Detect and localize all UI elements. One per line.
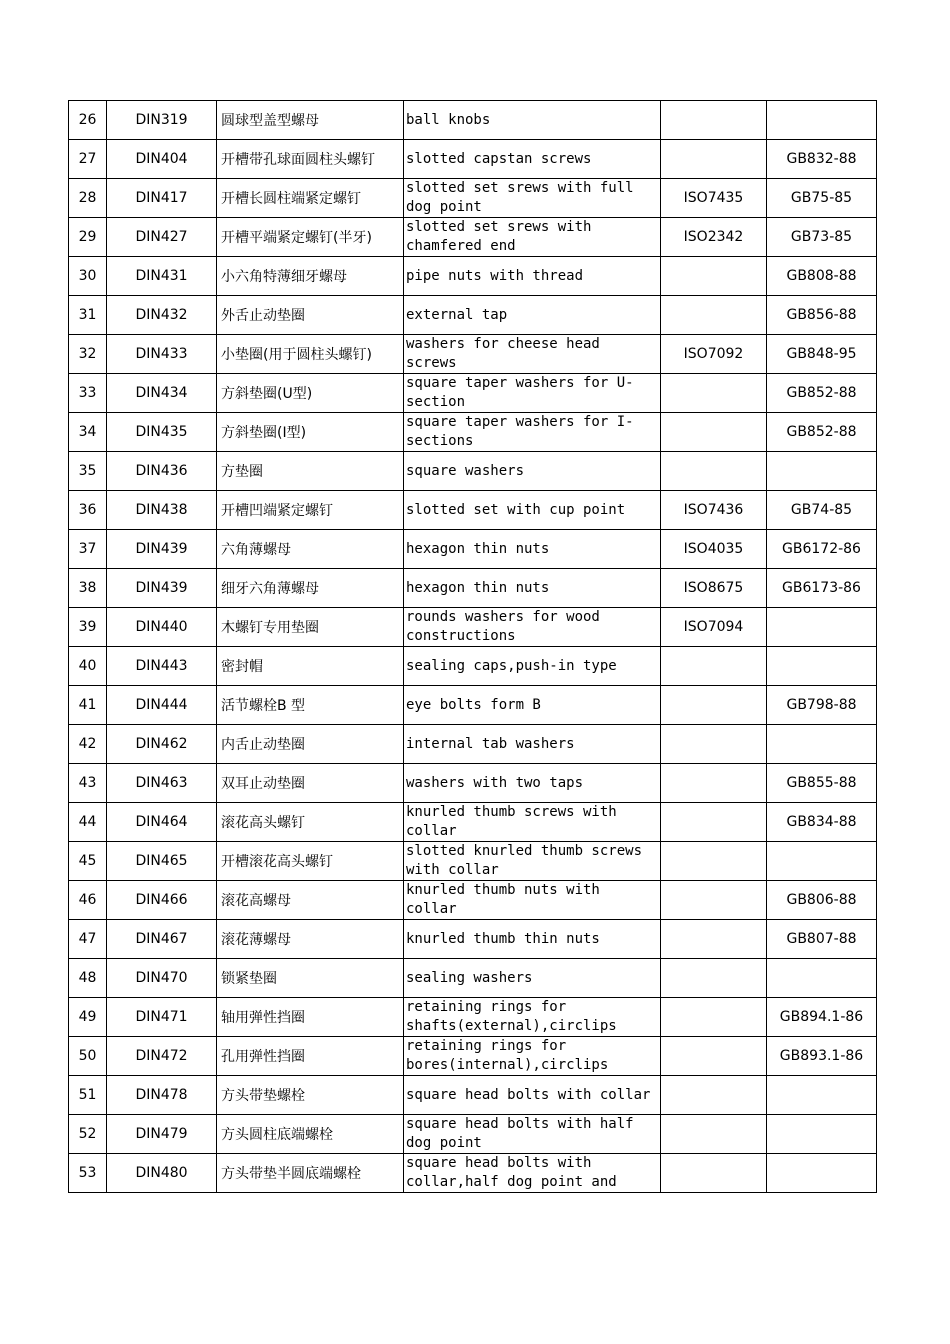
din-standard: DIN464 — [107, 803, 217, 842]
table-row — [69, 608, 877, 647]
english-name: square head bolts with collar,half dog point and — [404, 1154, 661, 1193]
chinese-name: 方头带垫螺栓 — [217, 1076, 404, 1115]
din-standard: DIN467 — [107, 920, 217, 959]
table-row — [69, 647, 877, 686]
table-row — [69, 452, 877, 491]
din-standard: DIN465 — [107, 842, 217, 881]
row-number: 29 — [69, 218, 107, 257]
english-name: slotted set srews with chamfered end — [404, 218, 661, 257]
row-number: 32 — [69, 335, 107, 374]
gb-standard: GB894.1-86 — [767, 998, 877, 1037]
chinese-name: 孔用弹性挡圈 — [217, 1037, 404, 1076]
row-number: 42 — [69, 725, 107, 764]
gb-standard: GB73-85 — [767, 218, 877, 257]
row-number: 46 — [69, 881, 107, 920]
chinese-name: 小六角特薄细牙螺母 — [217, 257, 404, 296]
english-name: square head bolts with collar — [404, 1076, 661, 1115]
iso-standard — [661, 452, 767, 491]
din-standard: DIN444 — [107, 686, 217, 725]
din-standard: DIN463 — [107, 764, 217, 803]
row-number: 28 — [69, 179, 107, 218]
table-row — [69, 1037, 877, 1076]
chinese-name: 开槽带孔球面圆柱头螺钉 — [217, 140, 404, 179]
iso-standard — [661, 413, 767, 452]
gb-standard — [767, 1076, 877, 1115]
row-number: 26 — [69, 101, 107, 140]
iso-standard — [661, 257, 767, 296]
din-standard: DIN435 — [107, 413, 217, 452]
english-name: sealing washers — [404, 959, 661, 998]
din-standard: DIN319 — [107, 101, 217, 140]
chinese-name: 滚花高头螺钉 — [217, 803, 404, 842]
english-name: hexagon thin nuts — [404, 569, 661, 608]
table-row — [69, 686, 877, 725]
chinese-name: 方斜垫圈(I型) — [217, 413, 404, 452]
gb-standard: GB807-88 — [767, 920, 877, 959]
iso-standard — [661, 842, 767, 881]
english-name: eye bolts form B — [404, 686, 661, 725]
iso-standard — [661, 647, 767, 686]
chinese-name: 方垫圈 — [217, 452, 404, 491]
gb-standard: GB808-88 — [767, 257, 877, 296]
english-name: pipe nuts with thread — [404, 257, 661, 296]
din-standard: DIN440 — [107, 608, 217, 647]
din-standard: DIN443 — [107, 647, 217, 686]
gb-standard: GB852-88 — [767, 374, 877, 413]
din-standard: DIN439 — [107, 569, 217, 608]
chinese-name: 木螺钉专用垫圈 — [217, 608, 404, 647]
english-name: square washers — [404, 452, 661, 491]
row-number: 53 — [69, 1154, 107, 1193]
chinese-name: 内舌止动垫圈 — [217, 725, 404, 764]
table-row — [69, 530, 877, 569]
chinese-name: 方斜垫圈(U型) — [217, 374, 404, 413]
row-number: 33 — [69, 374, 107, 413]
gb-standard: GB6172-86 — [767, 530, 877, 569]
iso-standard: ISO7436 — [661, 491, 767, 530]
table-row — [69, 725, 877, 764]
iso-standard — [661, 764, 767, 803]
row-number: 45 — [69, 842, 107, 881]
english-name: slotted knurled thumb screws with collar — [404, 842, 661, 881]
table-row — [69, 842, 877, 881]
din-standard: DIN466 — [107, 881, 217, 920]
gb-standard — [767, 959, 877, 998]
chinese-name: 开槽滚花高头螺钉 — [217, 842, 404, 881]
table-row — [69, 218, 877, 257]
chinese-name: 活节螺栓B 型 — [217, 686, 404, 725]
gb-standard — [767, 452, 877, 491]
iso-standard: ISO7435 — [661, 179, 767, 218]
gb-standard: GB856-88 — [767, 296, 877, 335]
table-row — [69, 140, 877, 179]
table-row — [69, 1115, 877, 1154]
chinese-name: 外舌止动垫圈 — [217, 296, 404, 335]
table-row — [69, 1076, 877, 1115]
english-name: hexagon thin nuts — [404, 530, 661, 569]
iso-standard — [661, 1115, 767, 1154]
english-name: slotted capstan screws — [404, 140, 661, 179]
chinese-name: 六角薄螺母 — [217, 530, 404, 569]
row-number: 44 — [69, 803, 107, 842]
table-row — [69, 569, 877, 608]
gb-standard: GB74-85 — [767, 491, 877, 530]
din-standard: DIN462 — [107, 725, 217, 764]
row-number: 30 — [69, 257, 107, 296]
english-name: knurled thumb screws with collar — [404, 803, 661, 842]
gb-standard: GB6173-86 — [767, 569, 877, 608]
table-row — [69, 959, 877, 998]
iso-standard — [661, 959, 767, 998]
table-row — [69, 491, 877, 530]
din-standard: DIN434 — [107, 374, 217, 413]
english-name: washers with two taps — [404, 764, 661, 803]
din-standard: DIN478 — [107, 1076, 217, 1115]
chinese-name: 轴用弹性挡圈 — [217, 998, 404, 1037]
table-row — [69, 764, 877, 803]
table-row — [69, 881, 877, 920]
chinese-name: 锁紧垫圈 — [217, 959, 404, 998]
iso-standard — [661, 1076, 767, 1115]
row-number: 50 — [69, 1037, 107, 1076]
din-standard: DIN439 — [107, 530, 217, 569]
iso-standard — [661, 803, 767, 842]
gb-standard: GB75-85 — [767, 179, 877, 218]
table-row — [69, 413, 877, 452]
iso-standard — [661, 296, 767, 335]
table-row — [69, 803, 877, 842]
row-number: 49 — [69, 998, 107, 1037]
row-number: 52 — [69, 1115, 107, 1154]
din-standard: DIN427 — [107, 218, 217, 257]
row-number: 31 — [69, 296, 107, 335]
english-name: retaining rings for shafts(external),circlips — [404, 998, 661, 1037]
din-standard: DIN471 — [107, 998, 217, 1037]
iso-standard: ISO7094 — [661, 608, 767, 647]
row-number: 43 — [69, 764, 107, 803]
english-name: square head bolts with half dog point — [404, 1115, 661, 1154]
gb-standard — [767, 1154, 877, 1193]
table-row — [69, 179, 877, 218]
english-name: knurled thumb thin nuts — [404, 920, 661, 959]
din-standard: DIN438 — [107, 491, 217, 530]
din-standard: DIN479 — [107, 1115, 217, 1154]
table-row — [69, 374, 877, 413]
gb-standard — [767, 1115, 877, 1154]
chinese-name: 开槽凹端紧定螺钉 — [217, 491, 404, 530]
gb-standard: GB832-88 — [767, 140, 877, 179]
english-name: square taper washers for I-sections — [404, 413, 661, 452]
din-standard: DIN417 — [107, 179, 217, 218]
table-row — [69, 998, 877, 1037]
din-standard: DIN404 — [107, 140, 217, 179]
chinese-name: 细牙六角薄螺母 — [217, 569, 404, 608]
iso-standard — [661, 1154, 767, 1193]
gb-standard: GB848-95 — [767, 335, 877, 374]
gb-standard — [767, 647, 877, 686]
row-number: 34 — [69, 413, 107, 452]
din-standard: DIN431 — [107, 257, 217, 296]
table-row — [69, 257, 877, 296]
iso-standard — [661, 920, 767, 959]
chinese-name: 双耳止动垫圈 — [217, 764, 404, 803]
chinese-name: 圆球型盖型螺母 — [217, 101, 404, 140]
gb-standard — [767, 608, 877, 647]
english-name: retaining rings for bores(internal),circlips — [404, 1037, 661, 1076]
english-name: ball knobs — [404, 101, 661, 140]
iso-standard — [661, 101, 767, 140]
gb-standard: GB806-88 — [767, 881, 877, 920]
english-name: slotted set srews with full dog point — [404, 179, 661, 218]
chinese-name: 小垫圈(用于圆柱头螺钉) — [217, 335, 404, 374]
gb-standard — [767, 842, 877, 881]
standards-table — [68, 100, 877, 1193]
iso-standard — [661, 686, 767, 725]
english-name: sealing caps,push-in type — [404, 647, 661, 686]
english-name: knurled thumb nuts with collar — [404, 881, 661, 920]
iso-standard: ISO7092 — [661, 335, 767, 374]
din-standard: DIN436 — [107, 452, 217, 491]
table-row — [69, 920, 877, 959]
row-number: 47 — [69, 920, 107, 959]
gb-standard: GB893.1-86 — [767, 1037, 877, 1076]
row-number: 39 — [69, 608, 107, 647]
english-name: square taper washers for U-section — [404, 374, 661, 413]
gb-standard — [767, 101, 877, 140]
table-row — [69, 335, 877, 374]
chinese-name: 密封帽 — [217, 647, 404, 686]
din-standard: DIN432 — [107, 296, 217, 335]
chinese-name: 开槽平端紧定螺钉(半牙) — [217, 218, 404, 257]
chinese-name: 方头带垫半圆底端螺栓 — [217, 1154, 404, 1193]
iso-standard: ISO2342 — [661, 218, 767, 257]
iso-standard — [661, 881, 767, 920]
row-number: 51 — [69, 1076, 107, 1115]
gb-standard: GB852-88 — [767, 413, 877, 452]
iso-standard — [661, 374, 767, 413]
iso-standard — [661, 1037, 767, 1076]
english-name: slotted set with cup point — [404, 491, 661, 530]
gb-standard: GB798-88 — [767, 686, 877, 725]
row-number: 36 — [69, 491, 107, 530]
iso-standard — [661, 140, 767, 179]
chinese-name: 方头圆柱底端螺栓 — [217, 1115, 404, 1154]
table-row — [69, 101, 877, 140]
din-standard: DIN470 — [107, 959, 217, 998]
chinese-name: 滚花高螺母 — [217, 881, 404, 920]
gb-standard: GB855-88 — [767, 764, 877, 803]
row-number: 38 — [69, 569, 107, 608]
table-row — [69, 296, 877, 335]
row-number: 35 — [69, 452, 107, 491]
gb-standard — [767, 725, 877, 764]
row-number: 48 — [69, 959, 107, 998]
chinese-name: 开槽长圆柱端紧定螺钉 — [217, 179, 404, 218]
row-number: 41 — [69, 686, 107, 725]
iso-standard — [661, 725, 767, 764]
row-number: 40 — [69, 647, 107, 686]
table-body — [69, 101, 877, 1193]
row-number: 37 — [69, 530, 107, 569]
table-row — [69, 1154, 877, 1193]
gb-standard: GB834-88 — [767, 803, 877, 842]
iso-standard: ISO8675 — [661, 569, 767, 608]
din-standard: DIN472 — [107, 1037, 217, 1076]
chinese-name: 滚花薄螺母 — [217, 920, 404, 959]
iso-standard: ISO4035 — [661, 530, 767, 569]
english-name: internal tab washers — [404, 725, 661, 764]
iso-standard — [661, 998, 767, 1037]
english-name: external tap — [404, 296, 661, 335]
din-standard: DIN480 — [107, 1154, 217, 1193]
english-name: washers for cheese head screws — [404, 335, 661, 374]
english-name: rounds washers for wood constructions — [404, 608, 661, 647]
row-number: 27 — [69, 140, 107, 179]
din-standard: DIN433 — [107, 335, 217, 374]
